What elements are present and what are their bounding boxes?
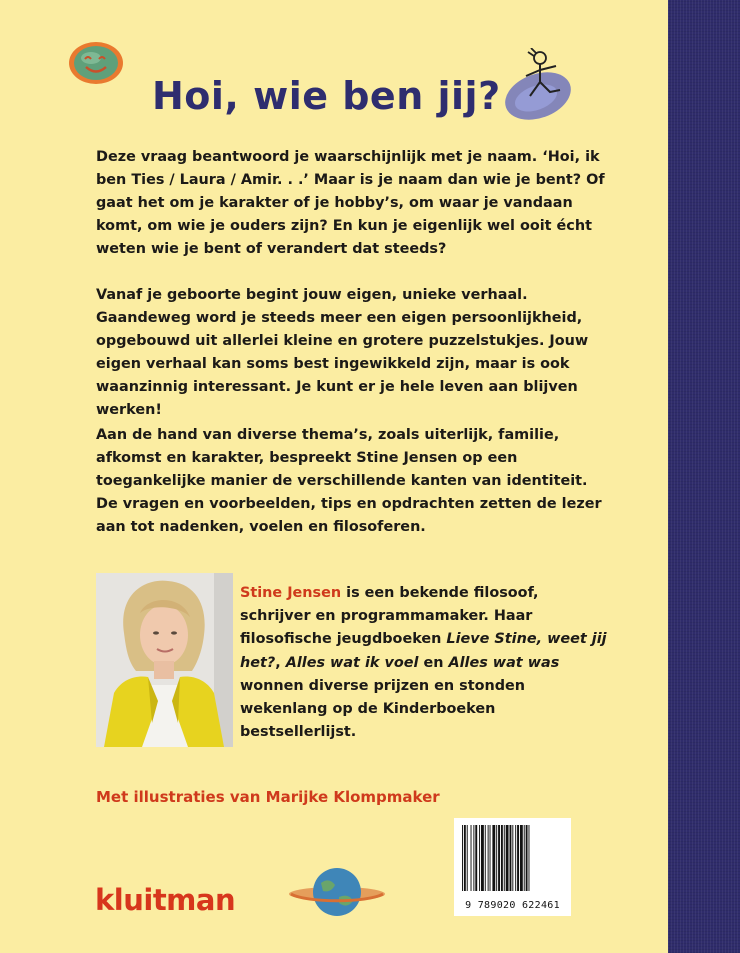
planet-illustration (287, 863, 387, 921)
skating-figure-illustration (496, 48, 580, 124)
book-spine (668, 0, 740, 953)
illustrator-credit: Met illustraties van Marijke Klompmaker (96, 788, 440, 806)
author-bio-text: en (418, 654, 449, 671)
author-bio-text: , (275, 654, 286, 671)
smiley-illustration (67, 39, 125, 87)
themes-paragraph: Aan de hand van diverse thema’s, zoals uiterlijk, familie, afkomst en karakter, bespreekt Stine Jensen op een toegankelijke manier de verschillende kanten van identiteit. De vragen en voorbeelden, tips en opdrachten zetten de lezer aan tot nadenken, voelen en filosoferen. (96, 427, 602, 535)
author-name: Stine Jensen (240, 585, 342, 601)
author-bio-text: wonnen diverse prijzen en stonden wekenlang op de Kinderboeken bestsellerlijst. (240, 677, 526, 741)
page-title: Hoi, wie ben jij? (152, 74, 501, 118)
book-title: Alles wat ik voel (285, 654, 419, 671)
book-title: Alles wat was (448, 654, 560, 671)
isbn-barcode (454, 818, 571, 916)
barcode-bars (460, 825, 565, 891)
publisher-logo: kluitman (95, 883, 236, 917)
book-title: Lieve Stine, weet jij het? (240, 631, 607, 671)
intro-paragraph: Deze vraag beantwoord je waarschijnlijk met je naam. ‘Hoi, ik ben Ties / Laura / Amir. . .’ Maar is je naam dan wie je bent? Of gaat het om je karakter of je hobby’s, om waar je vandaan komt, om wie je ouders zijn? En kun je eigenlijk wel ooit écht weten wie je bent of verandert dat steeds? (96, 149, 605, 257)
story-paragraph: Vanaf je geboorte begint jouw eigen, unieke verhaal. Gaandeweg word je steeds meer een eigen persoonlijkheid, opgebouwd uit allerlei kleine en grotere puzzelstukjes. Jouw eigen verhaal kan soms best ingewikkeld zijn, maar is ook waanzinnig interessant. Je kunt er je hele leven aan blijven werken! (96, 287, 589, 418)
author-photo (96, 573, 233, 747)
isbn-number: 9 789020 622461 (465, 900, 560, 911)
author-bio (240, 582, 608, 744)
author-bio-text: is een bekende filosoof, schrijver en programmamaker. Haar filosofische jeugdboeken (240, 585, 539, 648)
